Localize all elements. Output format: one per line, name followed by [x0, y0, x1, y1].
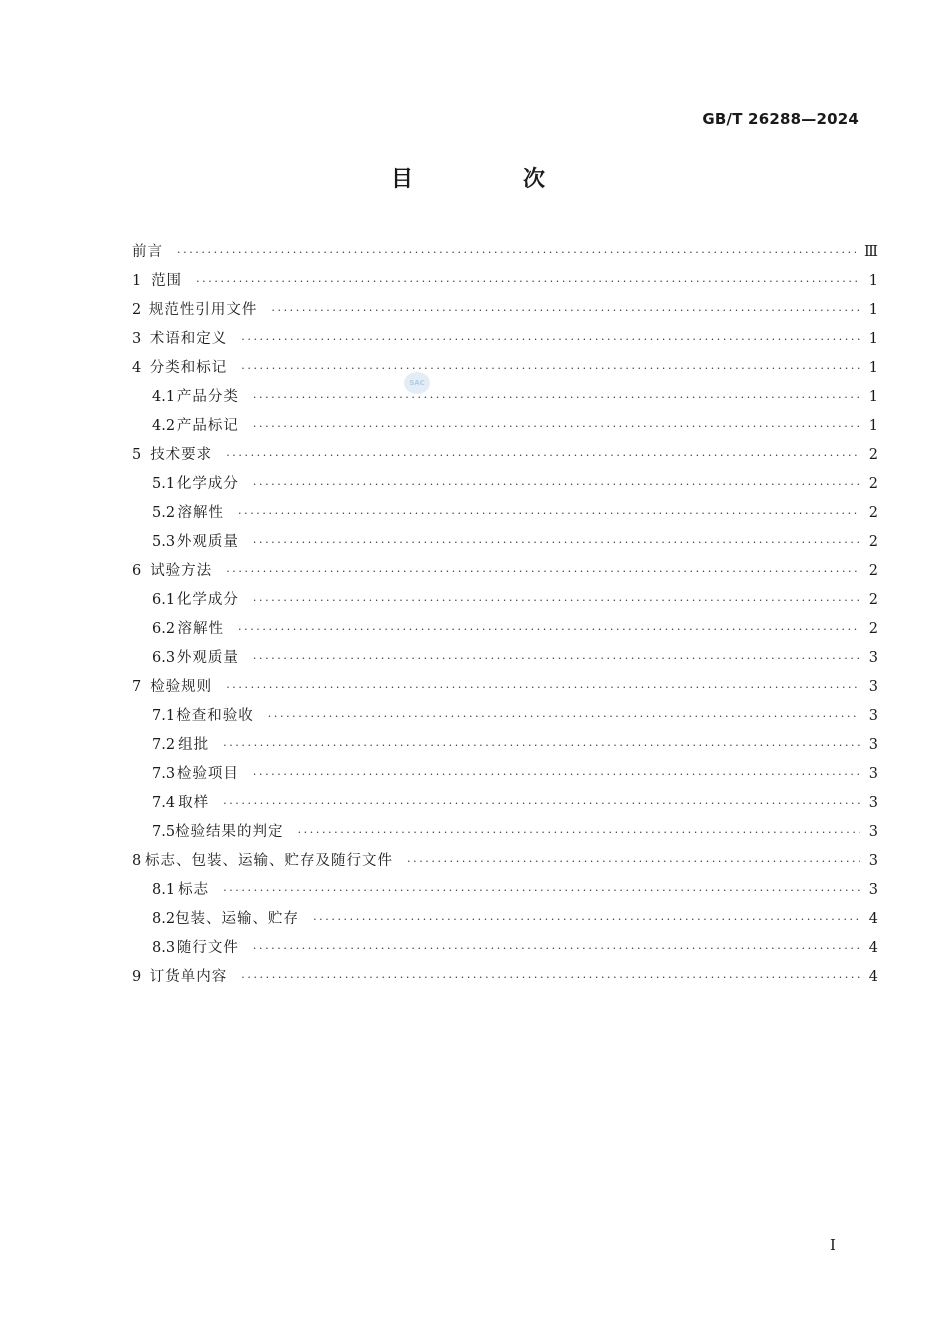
toc-leader-dots [196, 275, 860, 288]
toc-entry-number: 7.4 [152, 795, 176, 811]
toc-entry-label: 范围 [151, 273, 183, 289]
toc-entry-label: 包装、运输、贮存 [175, 911, 300, 927]
toc-entry[interactable] [132, 530, 878, 559]
toc-entry-page: 3 [868, 708, 878, 724]
toc-entry[interactable] [132, 704, 878, 733]
toc-entry[interactable] [132, 849, 878, 878]
toc-leader-dots [271, 304, 860, 317]
toc-leader-dots [407, 855, 860, 868]
toc-entry-label: 产品分类 [176, 389, 239, 405]
toc-leader-dots [253, 478, 860, 491]
toc-entry-page: 2 [868, 505, 878, 521]
toc-entry-label: 规范性引用文件 [148, 302, 258, 318]
toc-entry-number: 7.2 [152, 737, 176, 753]
toc-entry-page: 4 [868, 969, 878, 985]
toc-entry[interactable] [132, 269, 878, 298]
toc-leader-dots [253, 768, 860, 781]
toc-entry[interactable] [132, 588, 878, 617]
toc-entry-page: Ⅲ [864, 244, 878, 260]
toc-entry-number: 7.1 [152, 708, 176, 724]
toc-entry-page: 2 [868, 476, 878, 492]
toc-entry-number: 6.1 [152, 592, 176, 608]
toc-entry-number: 3 [132, 331, 142, 347]
toc-entry[interactable] [132, 907, 878, 936]
toc-entry-page: 1 [868, 273, 878, 289]
toc-entry[interactable] [132, 414, 878, 443]
toc-entry-page: 3 [868, 766, 878, 782]
toc-entry-page: 1 [868, 360, 878, 376]
toc-title: 目 次 [390, 167, 589, 192]
toc-entry-label: 溶解性 [177, 621, 224, 637]
toc-leader-dots [241, 971, 860, 984]
toc-leader-dots [253, 652, 860, 665]
toc-entry[interactable] [132, 472, 878, 501]
toc-entry-label: 外观质量 [176, 534, 239, 550]
toc-leader-dots [253, 391, 860, 404]
toc-entry[interactable] [132, 356, 878, 385]
toc-entry-page: 4 [868, 911, 878, 927]
toc-leader-dots [253, 594, 860, 607]
toc-entry-number: 6.2 [152, 621, 176, 637]
toc-entry-page: 3 [868, 824, 878, 840]
toc-entry-label: 溶解性 [177, 505, 224, 521]
sac-watermark-logo: SAC [404, 372, 430, 394]
toc-leader-dots [238, 623, 860, 636]
toc-entry-page: 3 [868, 882, 878, 898]
toc-leader-dots [177, 246, 856, 259]
toc-entry-label: 检验结果的判定 [175, 824, 284, 840]
toc-leader-dots [268, 710, 860, 723]
toc-entry-page: 3 [868, 650, 878, 666]
toc-entry[interactable] [132, 385, 878, 414]
toc-leader-dots [223, 884, 860, 897]
page-folio: I [830, 1236, 836, 1254]
toc-entry[interactable] [132, 675, 878, 704]
toc-leader-dots [223, 797, 860, 810]
toc-entry[interactable] [132, 501, 878, 530]
toc-leader-dots [226, 681, 860, 694]
toc-entry-label: 化学成分 [176, 476, 239, 492]
toc-entry-number: 7.5 [152, 824, 176, 840]
standard-code: GB/T 26288—2024 [702, 110, 859, 128]
toc-entry-page: 2 [868, 621, 878, 637]
toc-entry-label: 技术要求 [150, 447, 213, 463]
toc-entry[interactable] [132, 646, 878, 675]
toc-leader-dots [226, 565, 860, 578]
toc-entry-page: 3 [868, 679, 878, 695]
toc-entry-number: 8.2 [152, 911, 176, 927]
toc-entry-number: 5 [132, 447, 142, 463]
toc-entry[interactable] [132, 965, 878, 994]
toc-entry-number: 6.3 [152, 650, 176, 666]
toc-entry-label: 检查和验收 [176, 708, 254, 724]
toc-entry-page: 3 [868, 853, 878, 869]
toc-entry-number: 1 [132, 273, 142, 289]
toc-leader-dots [313, 913, 860, 926]
toc-entry-number: 8 [132, 853, 142, 869]
toc-entry-number: 8.1 [152, 882, 176, 898]
toc-entry-label: 分类和标记 [149, 360, 228, 376]
toc-entry[interactable] [132, 443, 878, 472]
toc-entry[interactable] [132, 559, 878, 588]
toc-entry[interactable] [132, 820, 878, 849]
toc-entry-label: 检验规则 [150, 679, 213, 695]
toc-entry-label: 产品标记 [176, 418, 239, 434]
toc-entry[interactable] [132, 617, 878, 646]
toc-leader-dots [241, 333, 860, 346]
toc-leader-dots [253, 420, 860, 433]
toc-entry-label: 化学成分 [176, 592, 239, 608]
toc-entry-page: 4 [868, 940, 878, 956]
toc-entry-number: 8.3 [152, 940, 176, 956]
toc-entry-page: 3 [868, 737, 878, 753]
toc-entry-page: 2 [868, 563, 878, 579]
toc-leader-dots [298, 826, 860, 839]
toc-entry-label: 取样 [178, 795, 210, 811]
toc-leader-dots [223, 739, 860, 752]
toc-entry-number: 7.3 [152, 766, 176, 782]
toc-leader-dots [241, 362, 860, 375]
toc-entry-number: 6 [132, 563, 142, 579]
toc-entry-number: 9 [132, 969, 142, 985]
toc-entry-page: 1 [868, 331, 878, 347]
toc-entry-number: 7 [132, 679, 142, 695]
toc-entry[interactable] [132, 327, 878, 356]
toc-entry-label: 标志 [178, 882, 210, 898]
toc-entry-label: 检验项目 [176, 766, 239, 782]
toc-entry-page: 2 [868, 592, 878, 608]
toc-entry-label: 前言 [132, 244, 163, 260]
toc-entry[interactable] [132, 791, 878, 820]
toc-entry-number: 2 [132, 302, 142, 318]
toc-entry-page: 2 [868, 534, 878, 550]
toc-entry[interactable] [132, 298, 878, 327]
toc-entry-number: 4.2 [152, 418, 176, 434]
table-of-contents [132, 240, 878, 994]
toc-leader-dots [253, 536, 860, 549]
toc-entry[interactable] [132, 733, 878, 762]
toc-entry[interactable] [132, 762, 878, 791]
toc-entry-page: 1 [868, 302, 878, 318]
toc-entry-label: 订货单内容 [149, 969, 228, 985]
toc-entry-label: 试验方法 [150, 563, 213, 579]
toc-entry-page: 3 [868, 795, 878, 811]
toc-leader-dots [226, 449, 860, 462]
toc-entry[interactable] [132, 878, 878, 907]
toc-entry[interactable] [132, 240, 878, 269]
toc-entry[interactable] [132, 936, 878, 965]
toc-entry-page: 1 [868, 418, 878, 434]
toc-entry-label: 术语和定义 [149, 331, 228, 347]
toc-entry-label: 随行文件 [176, 940, 239, 956]
toc-entry-number: 5.1 [152, 476, 176, 492]
toc-entry-number: 4.1 [152, 389, 176, 405]
toc-entry-page: 1 [868, 389, 878, 405]
toc-entry-page: 2 [868, 447, 878, 463]
toc-entry-label: 标志、包装、运输、贮存及随行文件 [145, 853, 393, 869]
toc-leader-dots [238, 507, 860, 520]
toc-entry-label: 外观质量 [176, 650, 239, 666]
toc-entry-number: 5.3 [152, 534, 176, 550]
toc-entry-number: 5.2 [152, 505, 176, 521]
toc-entry-label: 组批 [178, 737, 210, 753]
toc-leader-dots [253, 942, 860, 955]
toc-entry-number: 4 [132, 360, 142, 376]
